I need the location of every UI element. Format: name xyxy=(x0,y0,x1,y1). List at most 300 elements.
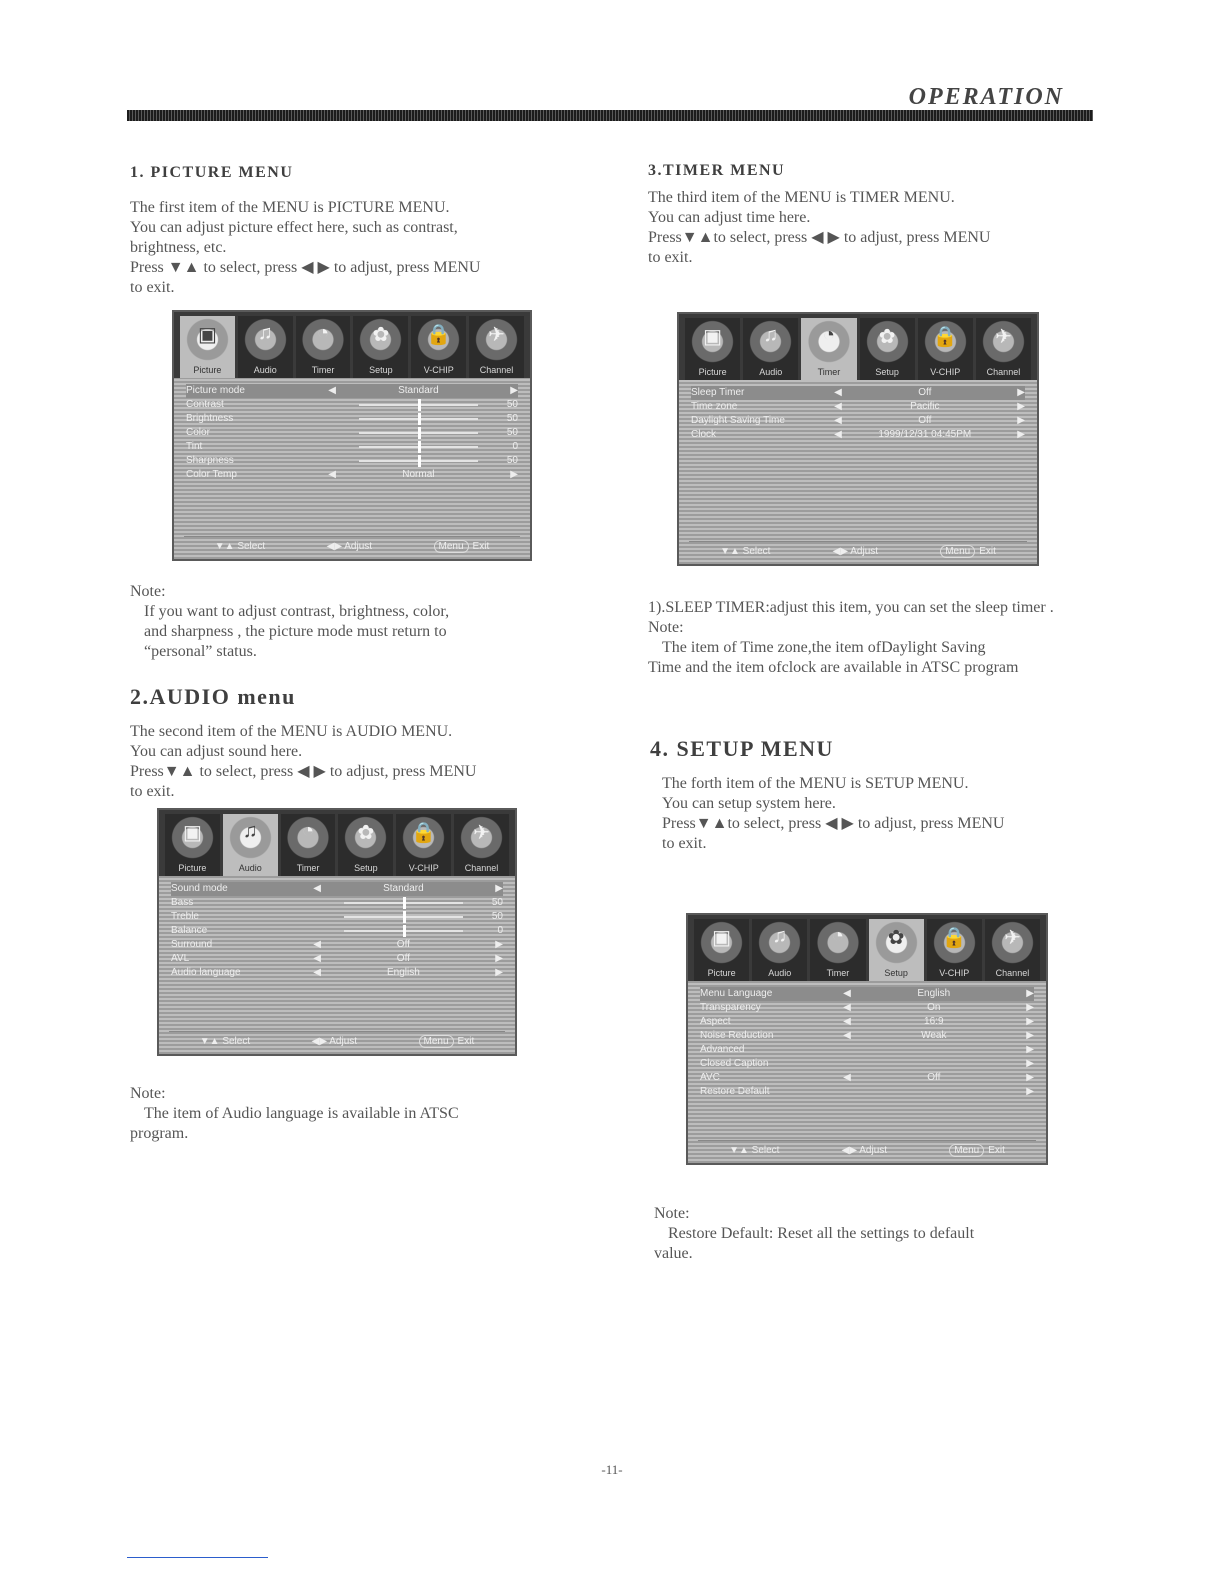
timer-tab-icon xyxy=(801,318,856,380)
sleep-timer-line: 1).SLEEP TIMER:adjust this item, you can set the xyxy=(648,599,972,616)
footer-rule xyxy=(127,1557,268,1558)
select-hint xyxy=(729,1145,779,1156)
right-arrow-icon: ▶ xyxy=(1017,387,1025,398)
tab-symbol-icon: ◔ xyxy=(822,324,835,346)
tab-symbol-icon: ✿ xyxy=(887,927,905,949)
menu-row-label: Aspect xyxy=(700,1016,731,1027)
note-line: Restore Default: Reset all the settings to default xyxy=(668,1225,975,1242)
slider-value: 50 xyxy=(506,413,518,424)
text-line: You can setup system here. xyxy=(662,795,836,812)
tab-symbol-icon: ✿ xyxy=(357,822,375,844)
select-hint xyxy=(720,546,770,557)
tab-symbol-icon: 🔒 xyxy=(411,822,437,844)
menu-row-value: Normal xyxy=(402,469,435,480)
text-line: brightness, etc. xyxy=(130,239,227,256)
menu-row xyxy=(700,1029,1034,1043)
menu-row xyxy=(171,910,503,924)
menu-tab-label: Audio xyxy=(238,863,262,873)
vchip-tab-icon xyxy=(927,919,982,981)
menu-tab-label: Audio xyxy=(253,365,277,375)
tab-symbol-icon: ✿ xyxy=(372,324,390,346)
text-line: to exit. xyxy=(662,835,707,852)
menu-row xyxy=(171,896,503,910)
menu-tab-label: Setup xyxy=(369,365,393,375)
channel-tab-icon xyxy=(985,919,1040,981)
picture-section xyxy=(130,164,580,298)
slider-knob xyxy=(418,427,421,439)
menu-row xyxy=(186,398,518,412)
menu-tab-bar xyxy=(159,810,515,876)
menu-tab-bar xyxy=(688,915,1046,981)
menu-tab-bar xyxy=(679,314,1037,380)
menu-tab-label: Channel xyxy=(995,968,1030,978)
tab-symbol-icon: ♫ xyxy=(242,820,258,842)
menu-footer xyxy=(184,536,520,555)
adjust-hint xyxy=(327,541,372,552)
menu-row-label: Advanced xyxy=(700,1044,745,1055)
sleep-timer-line: sleep timer . xyxy=(975,599,1054,616)
timer-heading: 3.TIMER MENU xyxy=(648,162,786,179)
setup-tab-icon xyxy=(869,919,924,981)
menu-tab-label: Channel xyxy=(464,863,499,873)
menu-row-label: Balance xyxy=(171,925,208,936)
slider-value: 0 xyxy=(512,441,518,452)
picture-tab-icon xyxy=(180,316,235,378)
channel-tab-icon xyxy=(454,814,509,876)
audio-menu-screen xyxy=(157,808,517,1056)
menu-tab-label: Channel xyxy=(986,367,1021,377)
menu-tab-label: V-CHIP xyxy=(939,968,970,978)
audio-section xyxy=(130,684,580,802)
menu-row xyxy=(171,938,503,952)
slider-knob xyxy=(418,399,421,411)
menu-slider xyxy=(319,398,518,412)
left-arrow-icon: ◀ xyxy=(328,469,336,480)
slider-track xyxy=(359,418,478,420)
audio-heading: 2.AUDIO menu xyxy=(130,684,296,709)
menu-tab-label: Setup xyxy=(884,968,908,978)
text-line: You can adjust picture effect here, such as contrast, xyxy=(130,219,458,236)
footer-hint-label: Exit xyxy=(457,1035,475,1047)
menu-row-label: Noise Reduction xyxy=(700,1030,774,1041)
menu-tab-label: Timer xyxy=(817,367,841,377)
menu-row xyxy=(700,1057,1034,1071)
footer-hint-label: Adjust xyxy=(329,1035,358,1047)
slider-track xyxy=(359,404,478,406)
right-arrow-icon: ▶ xyxy=(510,469,518,480)
arrow-keys-icon: ▼▲ xyxy=(729,1144,752,1156)
menu-row-label: Sharpness xyxy=(186,455,234,466)
menu-row xyxy=(171,882,503,896)
adjust-hint xyxy=(833,546,878,557)
arrow-keys-icon: ◀▶ xyxy=(841,1144,860,1156)
arrow-keys-icon: ◀▶ xyxy=(832,545,851,557)
note-line: The item of Time zone,the item ofDaylight Saving xyxy=(662,639,986,656)
tab-symbol-icon: 🔒 xyxy=(932,326,958,348)
tab-symbol-icon: ▣ xyxy=(197,324,217,346)
menu-row xyxy=(171,966,503,980)
menu-rows xyxy=(688,981,1046,1105)
menu-row-label: Sleep Timer xyxy=(691,387,745,398)
left-arrow-icon: ◀ xyxy=(843,1002,851,1013)
right-arrow-icon: ▶ xyxy=(495,967,503,978)
menu-row xyxy=(700,987,1034,1001)
menu-tab-label: Timer xyxy=(826,968,850,978)
tab-symbol-icon: 🔒 xyxy=(941,927,967,949)
menu-tab-label: V-CHIP xyxy=(408,863,439,873)
tab-symbol-icon: ◔ xyxy=(831,925,844,947)
menu-tab-label: Setup xyxy=(875,367,899,377)
arrow-keys-icon: ▼▲ xyxy=(720,545,743,557)
left-arrow-icon xyxy=(834,1043,861,1057)
header-bar xyxy=(127,110,1093,121)
audio-tab-icon xyxy=(223,814,278,876)
footer-hint-label: Select xyxy=(237,540,266,552)
arrow-keys-icon: ◀▶ xyxy=(326,540,345,552)
right-arrow-icon: ▶ xyxy=(1026,1044,1034,1055)
note-label: Note: xyxy=(648,619,684,636)
menu-tab-label: Timer xyxy=(296,863,320,873)
exit-hint xyxy=(419,1036,475,1047)
note-line: “personal” status. xyxy=(144,643,257,660)
right-arrow-icon: ▶ xyxy=(1017,401,1025,412)
text-line: The forth item of the MENU is SETUP MENU. xyxy=(662,775,969,792)
menu-key-icon: Menu xyxy=(949,1144,984,1157)
tab-symbol-icon: ♫ xyxy=(763,324,779,346)
menu-row-label: AVL xyxy=(171,953,190,964)
tab-symbol-icon: ✿ xyxy=(878,326,896,348)
menu-slider xyxy=(304,910,503,924)
left-arrow-icon: ◀ xyxy=(313,953,321,964)
vchip-tab-icon xyxy=(411,316,466,378)
menu-row-label: Closed Caption xyxy=(700,1058,769,1069)
menu-row-label: Transparency xyxy=(700,1002,761,1013)
right-arrow-icon: ▶ xyxy=(495,939,503,950)
text-line: You can adjust sound here. xyxy=(130,743,303,760)
menu-tab-label: Timer xyxy=(311,365,335,375)
menu-row-value: English xyxy=(917,988,951,999)
menu-key-icon: Menu xyxy=(940,545,975,558)
picture-tab-icon xyxy=(694,919,749,981)
menu-slider xyxy=(304,896,503,910)
menu-row-label: Color xyxy=(186,427,210,438)
right-arrow-icon: ▶ xyxy=(510,385,518,396)
menu-row-value xyxy=(860,1043,1007,1057)
setup-section xyxy=(650,736,1090,854)
menu-slider xyxy=(319,440,518,454)
right-arrow-icon: ▶ xyxy=(1017,429,1025,440)
menu-row-value: On xyxy=(927,1002,941,1013)
exit-hint xyxy=(940,546,996,557)
slider-knob xyxy=(418,441,421,453)
menu-row xyxy=(186,426,518,440)
audio-tab-icon xyxy=(743,318,798,380)
menu-footer xyxy=(169,1031,505,1050)
tab-symbol-icon: ▣ xyxy=(712,927,732,949)
footer-hint-label: Exit xyxy=(979,545,996,557)
menu-row xyxy=(700,1085,1034,1099)
slider-value: 50 xyxy=(506,455,518,466)
menu-row-value: Pacific xyxy=(910,401,940,412)
setup-heading: 4. SETUP MENU xyxy=(650,736,834,761)
adjust-hint xyxy=(312,1036,357,1047)
audio-tab-icon xyxy=(238,316,293,378)
timer-note xyxy=(648,598,1088,678)
slider-track xyxy=(359,432,478,434)
right-arrow-icon: ▶ xyxy=(495,883,503,894)
menu-row-label: Audio language xyxy=(171,967,241,978)
menu-row-label: Contrast xyxy=(186,399,224,410)
right-arrow-icon: ▶ xyxy=(1026,1016,1034,1027)
tab-symbol-icon: ✈ xyxy=(488,324,505,346)
page-number: -11- xyxy=(601,1462,623,1477)
right-arrow-icon: ▶ xyxy=(1026,1030,1034,1041)
menu-row xyxy=(700,1071,1034,1085)
menu-key-icon: Menu xyxy=(434,540,469,553)
slider-track xyxy=(359,446,478,448)
tab-symbol-icon: ▣ xyxy=(703,326,723,348)
channel-tab-icon xyxy=(976,318,1031,380)
menu-row-label: Bass xyxy=(171,897,194,908)
menu-tab-bar xyxy=(174,312,530,378)
menu-row-label: Surround xyxy=(171,939,213,950)
timer-section xyxy=(648,162,1088,268)
slider-value: 50 xyxy=(491,897,503,908)
text-line: The third item of the MENU is TIMER MENU. xyxy=(648,189,955,206)
text-line: to exit. xyxy=(130,279,175,296)
menu-row-label: Time zone xyxy=(691,401,738,412)
menu-row-value: Off xyxy=(927,1072,941,1083)
menu-row xyxy=(691,428,1025,442)
menu-row-label: AVC xyxy=(700,1072,720,1083)
footer-hint-label: Select xyxy=(751,1144,780,1156)
tab-symbol-icon: ◔ xyxy=(317,322,330,344)
arrow-keys-icon: ▼▲ xyxy=(214,540,238,552)
menu-tab-label: Picture xyxy=(707,968,736,978)
menu-tab-label: Channel xyxy=(479,365,514,375)
tab-symbol-icon: ◔ xyxy=(302,820,315,842)
menu-rows xyxy=(174,378,530,488)
note-line: program xyxy=(964,659,1019,676)
menu-tab-label: Picture xyxy=(178,863,207,873)
menu-tab-label: V-CHIP xyxy=(423,365,454,375)
right-arrow-icon: ▶ xyxy=(1026,1002,1034,1013)
slider-knob xyxy=(403,911,406,923)
right-arrow-icon: ▶ xyxy=(1026,1058,1034,1069)
note-line: value. xyxy=(654,1245,693,1262)
menu-tab-label: Picture xyxy=(193,365,222,375)
menu-row-value xyxy=(860,1057,1007,1071)
text-line: The second item of the MENU is AUDIO MENU. xyxy=(130,723,453,740)
menu-row xyxy=(700,1015,1034,1029)
tab-symbol-icon: ♫ xyxy=(257,322,273,344)
arrow-keys-icon: ▼▲ xyxy=(199,1035,223,1047)
menu-row-value: Standard xyxy=(383,883,424,894)
slider-knob xyxy=(403,925,406,937)
text-line: to exit. xyxy=(648,249,693,266)
channel-tab-icon xyxy=(469,316,524,378)
menu-row-value: Off xyxy=(918,387,932,398)
note-line: and sharpness , the picture mode must return to xyxy=(144,623,447,640)
menu-tab-label: Audio xyxy=(759,367,783,377)
select-hint xyxy=(200,1036,250,1047)
menu-row-value: Weak xyxy=(921,1030,947,1041)
timer-text xyxy=(648,188,1088,268)
slider-track xyxy=(344,902,463,904)
menu-row-value: 1999/12/31 04:45PM xyxy=(878,429,972,440)
menu-tab-label: Audio xyxy=(768,968,792,978)
slider-value: 50 xyxy=(506,427,518,438)
left-arrow-icon xyxy=(834,1085,861,1099)
timer-tab-icon xyxy=(296,316,351,378)
menu-row xyxy=(186,412,518,426)
setup-note xyxy=(654,1204,1094,1264)
footer-hint-label: Select xyxy=(742,545,771,557)
menu-row xyxy=(700,1001,1034,1015)
audio-note xyxy=(130,1084,580,1144)
left-arrow-icon: ◀ xyxy=(843,988,851,999)
left-arrow-icon: ◀ xyxy=(834,387,842,398)
audio-tab-icon xyxy=(752,919,807,981)
adjust-hint xyxy=(842,1145,887,1156)
left-arrow-icon: ◀ xyxy=(834,415,842,426)
menu-rows xyxy=(159,876,515,986)
setup-tab-icon xyxy=(353,316,408,378)
menu-row xyxy=(186,384,518,398)
menu-row-label: Clock xyxy=(691,429,717,440)
menu-rows xyxy=(679,380,1037,448)
slider-knob xyxy=(403,897,406,909)
picture-menu-screen xyxy=(172,310,532,561)
note-label: Note: xyxy=(130,1085,166,1102)
menu-row-value: English xyxy=(386,967,420,978)
setup-tab-icon xyxy=(338,814,393,876)
text-line: to exit. xyxy=(130,783,175,800)
left-arrow-icon: ◀ xyxy=(834,429,842,440)
setup-text xyxy=(650,774,1090,854)
menu-row xyxy=(691,400,1025,414)
text-line: Press ▼▲ to select, press ◀ ▶ to adjust, press MENU xyxy=(130,259,481,276)
menu-row xyxy=(700,1043,1034,1057)
left-arrow-icon: ◀ xyxy=(313,967,321,978)
menu-row xyxy=(691,386,1025,400)
setup-menu-screen xyxy=(686,913,1048,1165)
footer-hint-label: Adjust xyxy=(850,545,879,557)
text-line: You can adjust time here. xyxy=(648,209,811,226)
tab-symbol-icon: ✈ xyxy=(473,822,490,844)
slider-track xyxy=(359,460,478,462)
picture-text xyxy=(130,198,580,298)
left-arrow-icon: ◀ xyxy=(834,401,842,412)
slider-knob xyxy=(418,413,421,425)
timer-tab-icon xyxy=(810,919,865,981)
menu-slider xyxy=(319,454,518,468)
slider-track xyxy=(344,916,463,918)
menu-row-value: 16:9 xyxy=(924,1016,944,1027)
right-arrow-icon: ▶ xyxy=(1026,1086,1034,1097)
text-line: Press▼▲to select, press ◀ ▶ to adjust, press MENU xyxy=(648,229,991,246)
vchip-tab-icon xyxy=(396,814,451,876)
note-line: program. xyxy=(130,1125,189,1142)
tab-symbol-icon: ✈ xyxy=(995,326,1012,348)
audio-text xyxy=(130,722,580,802)
menu-slider xyxy=(319,412,518,426)
slider-value: 50 xyxy=(506,399,518,410)
menu-footer xyxy=(689,541,1027,560)
note-line: Time and the item ofclock are available in ATSC xyxy=(648,659,961,676)
right-arrow-icon: ▶ xyxy=(1026,1072,1034,1083)
slider-value: 50 xyxy=(491,911,503,922)
menu-row xyxy=(186,440,518,454)
menu-row-label: Restore Default xyxy=(700,1086,770,1097)
exit-hint xyxy=(434,541,490,552)
tab-symbol-icon: ♫ xyxy=(772,925,788,947)
picture-tab-icon xyxy=(685,318,740,380)
footer-hint-label: Exit xyxy=(472,540,490,552)
note-line: If you want to adjust contrast, brightness, color, xyxy=(144,603,450,620)
menu-row xyxy=(171,924,503,938)
menu-row-value: Off xyxy=(396,939,410,950)
menu-row xyxy=(171,952,503,966)
text-line: The first item of the MENU is PICTURE MENU. xyxy=(130,199,450,216)
menu-row-label: Tint xyxy=(186,441,203,452)
left-arrow-icon: ◀ xyxy=(843,1016,851,1027)
vchip-tab-icon xyxy=(918,318,973,380)
menu-footer xyxy=(698,1140,1036,1159)
left-arrow-icon: ◀ xyxy=(313,939,321,950)
timer-tab-icon xyxy=(281,814,336,876)
menu-row-label: Treble xyxy=(171,911,199,922)
footer-hint-label: Adjust xyxy=(859,1144,888,1156)
footer-hint-label: Exit xyxy=(988,1144,1005,1156)
menu-row-label: Sound mode xyxy=(171,883,228,894)
menu-row-label: Daylight Saving Time xyxy=(691,415,785,426)
tab-symbol-icon: ▣ xyxy=(182,822,202,844)
menu-tab-label: Picture xyxy=(698,367,727,377)
menu-slider xyxy=(319,426,518,440)
menu-row xyxy=(186,468,518,482)
menu-tab-label: Setup xyxy=(354,863,378,873)
slider-knob xyxy=(418,455,421,467)
arrow-keys-icon: ◀▶ xyxy=(311,1035,330,1047)
text-line: Press▼▲ to select, press ◀ ▶ to adjust, press MENU xyxy=(130,763,477,780)
left-arrow-icon: ◀ xyxy=(843,1072,851,1083)
menu-row-label: Picture mode xyxy=(186,385,245,396)
right-arrow-icon: ▶ xyxy=(1026,988,1034,999)
select-hint xyxy=(215,541,265,552)
text-line: Press▼▲to select, press ◀ ▶ to adjust, press MENU xyxy=(662,815,1005,832)
left-arrow-icon xyxy=(834,1057,861,1071)
exit-hint xyxy=(949,1145,1005,1156)
menu-row xyxy=(186,454,518,468)
menu-key-icon: Menu xyxy=(419,1035,454,1048)
menu-slider xyxy=(304,924,503,938)
menu-row-value: Standard xyxy=(398,385,439,396)
picture-tab-icon xyxy=(165,814,220,876)
menu-row-label: Color Temp xyxy=(186,469,237,480)
note-label: Note: xyxy=(654,1205,690,1222)
tab-symbol-icon: 🔒 xyxy=(426,324,452,346)
note-line: The item of Audio language is available in ATSC xyxy=(144,1105,459,1122)
setup-tab-icon xyxy=(860,318,915,380)
right-arrow-icon: ▶ xyxy=(495,953,503,964)
footer-hint-label: Adjust xyxy=(344,540,373,552)
timer-menu-screen xyxy=(677,312,1039,566)
menu-row-value xyxy=(860,1085,1007,1099)
footer-hint-label: Select xyxy=(222,1035,251,1047)
section-title: OPERATION xyxy=(908,84,1064,110)
left-arrow-icon: ◀ xyxy=(313,883,321,894)
